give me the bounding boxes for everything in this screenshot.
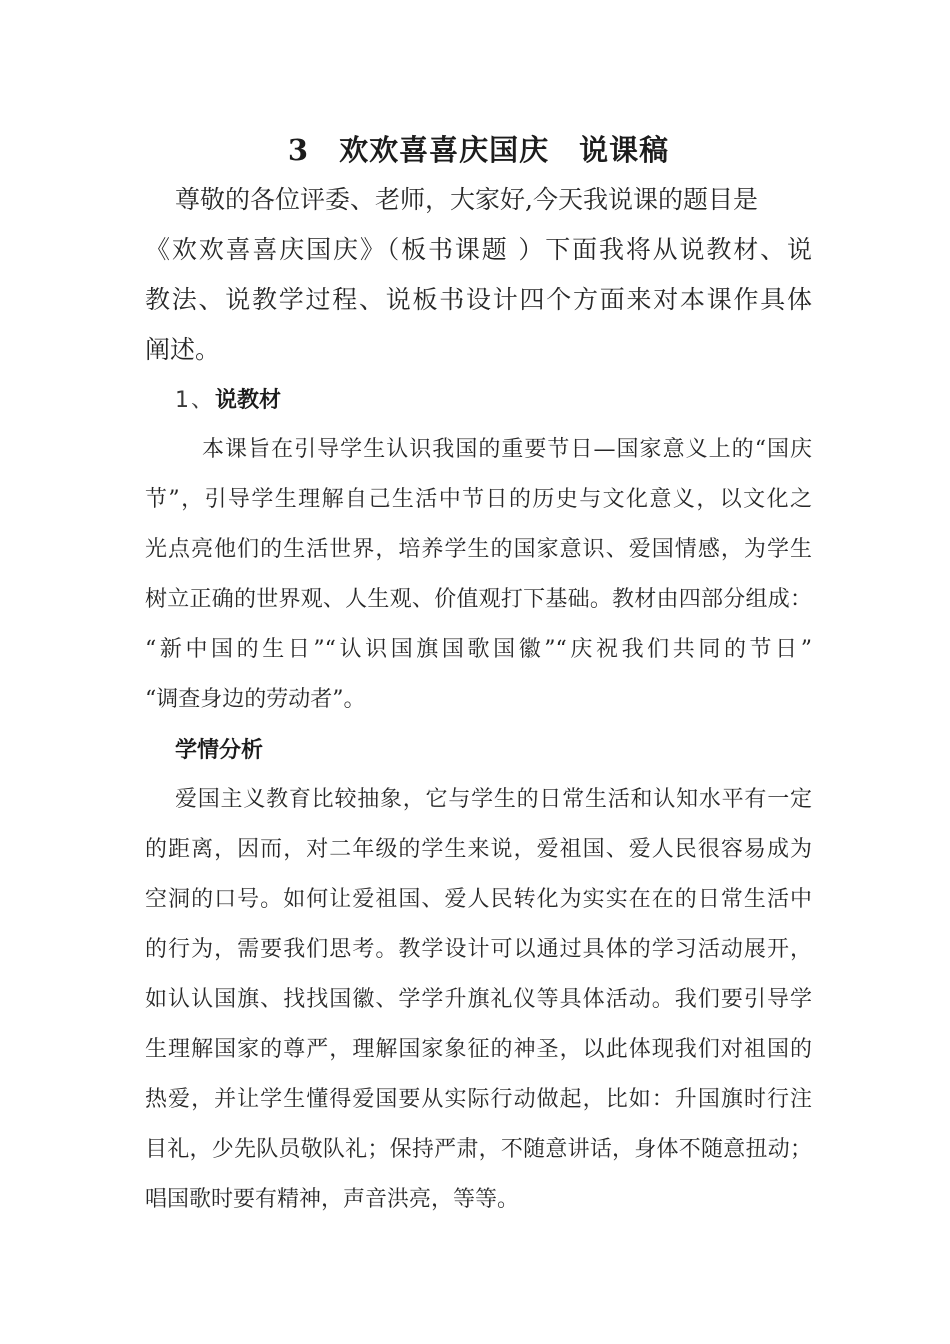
paragraph-line: 节”，引导学生理解自己生活中节日的历史与文化意义，以文化之 <box>145 487 812 512</box>
section-heading-textbook <box>145 375 812 425</box>
section-title-label: 说教材 <box>215 387 282 413</box>
paragraph-line: 光点亮他们的生活世界，培养学生的国家意识、爱国情感，为学生 <box>145 537 812 562</box>
document-title: 3 欢欢喜喜庆国庆 说课稿 <box>287 133 670 167</box>
section-title-label: 学情分析 <box>175 737 264 763</box>
paragraph-line: 尊敬的各位评委、老师，大家好,今天我说课的题目是 <box>175 185 758 214</box>
paragraph-line: 树立正确的世界观、人生观、价值观打下基础。教材由四部分组成： <box>145 587 812 612</box>
paragraph-line: “新中国的生日”“认识国旗国歌国徽”“庆祝我们共同的节日” <box>145 637 812 662</box>
intro-paragraph <box>145 175 812 375</box>
paragraph-line: 目礼，少先队员敬队礼；保持严肃，不随意讲话，身体不随意扭动； <box>145 1137 812 1162</box>
section-number-label: 1、 <box>175 388 215 413</box>
paragraph-line: 教法、说教学过程、说板书设计四个方面来对本课作具体 <box>145 285 812 314</box>
paragraph-line: 爱国主义教育比较抽象，它与学生的日常生活和认知水平有一定 <box>175 787 812 812</box>
paragraph-line: 本课旨在引导学生认识我国的重要节日—国家意义上的“国庆 <box>202 437 812 462</box>
paragraph-line: 生理解国家的尊严，理解国家象征的神圣，以此体现我们对祖国的 <box>145 1037 812 1062</box>
paragraph-line: 如认认国旗、找找国徽、学学升旗礼仪等具体活动。我们要引导学 <box>145 987 812 1012</box>
paragraph-line: 唱国歌时要有精神，声音洪亮，等等。 <box>145 1187 520 1212</box>
paragraph-line: “调查身边的劳动者”。 <box>145 687 366 712</box>
textbook-paragraph <box>145 425 812 725</box>
learners-paragraph <box>145 775 812 1225</box>
paragraph-line: 热爱，并让学生懂得爱国要从实际行动做起，比如：升国旗时行注 <box>145 1087 812 1112</box>
paragraph-line: 阐述。 <box>145 335 221 364</box>
paragraph-line: 的行为，需要我们思考。教学设计可以通过具体的学习活动展开， <box>145 937 812 962</box>
paragraph-line: 空洞的口号。如何让爱祖国、爱人民转化为实实在在的日常生活中 <box>145 887 812 912</box>
section-heading-learners <box>145 725 812 775</box>
paragraph-line: 的距离，因而，对二年级的学生来说，爱祖国、爱人民很容易成为 <box>145 837 812 862</box>
paragraph-line: 《欢欢喜喜庆国庆》（板书课题 ）下面我将从说教材、说 <box>145 235 812 264</box>
